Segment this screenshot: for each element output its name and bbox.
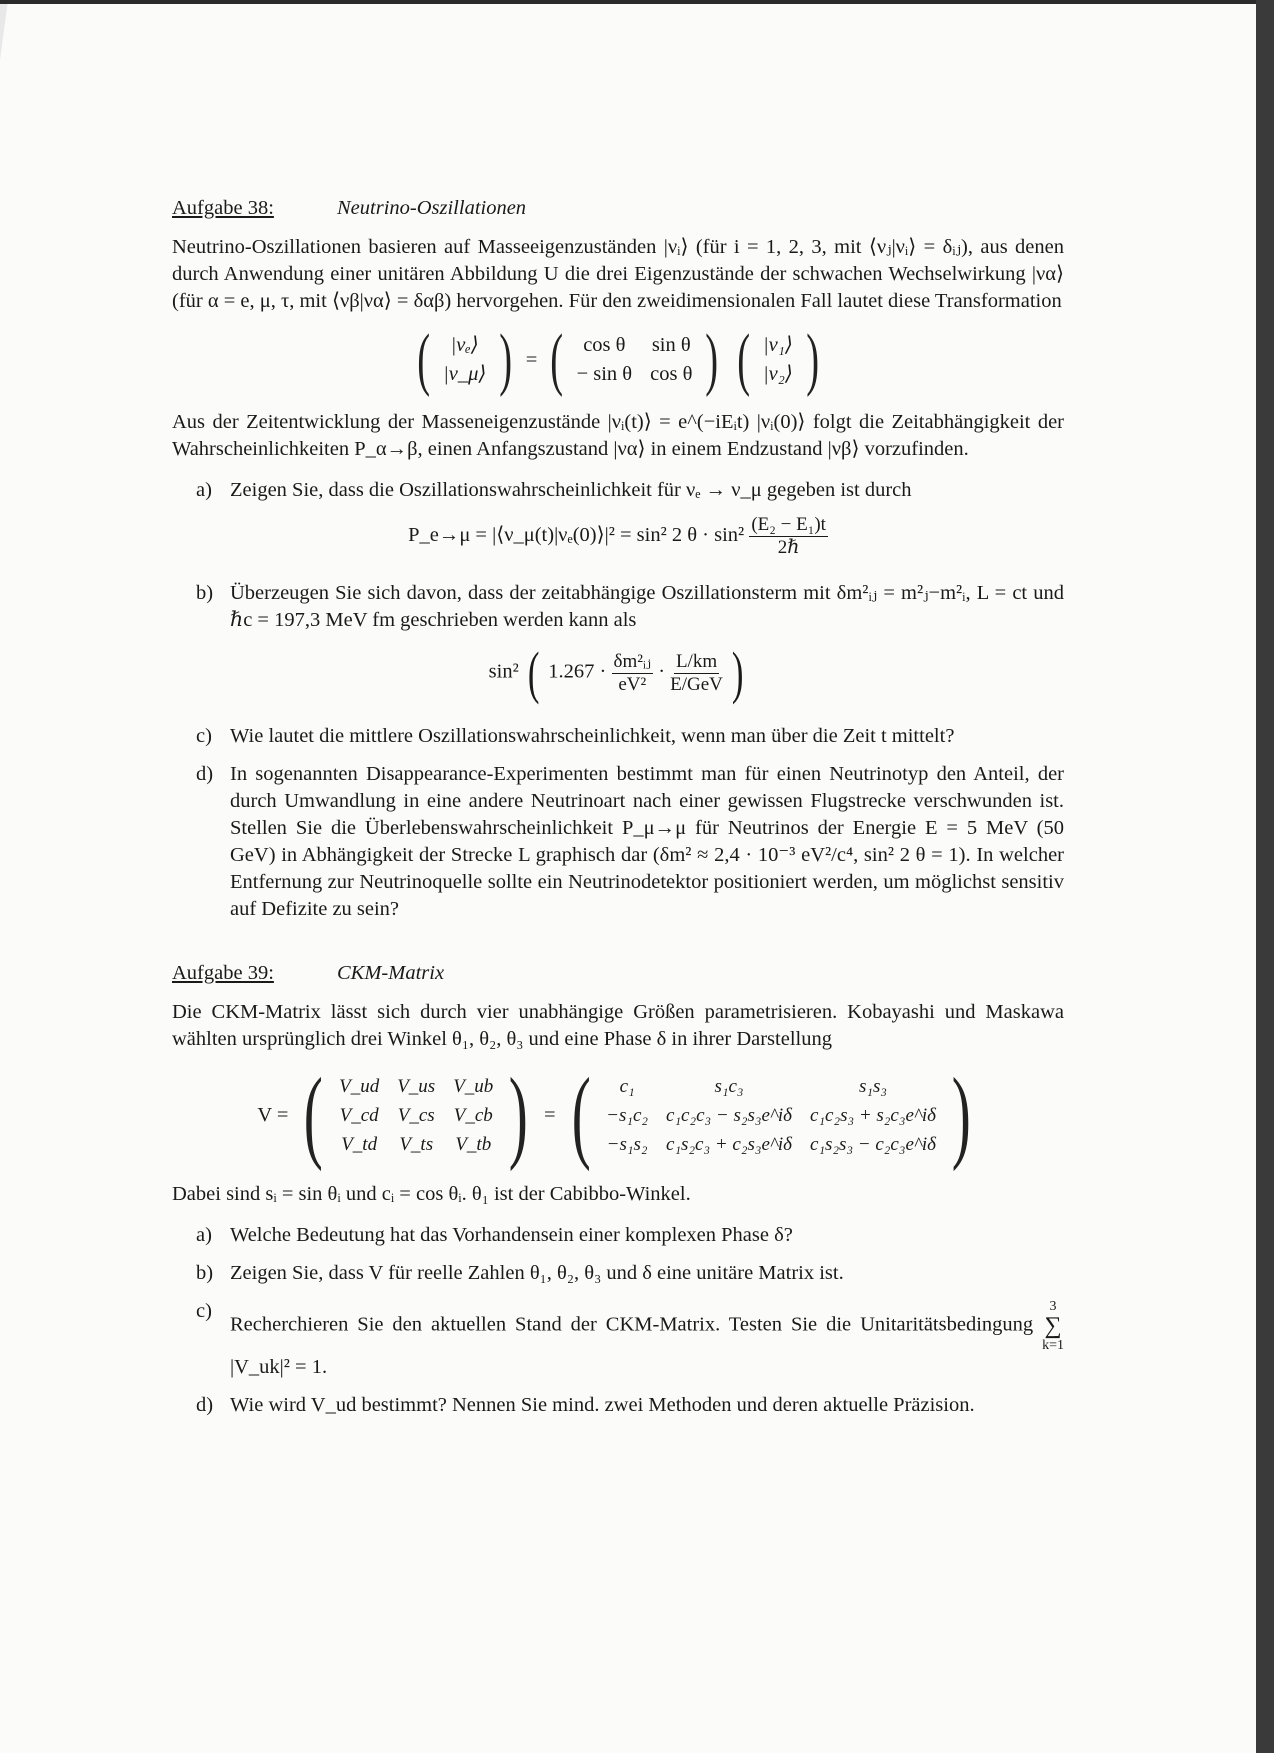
ckm-matrix-equation: V = ( V_ud V_us V_ub V_cd V_cs V_cb V_td V_ts V_tb ) = ( c₁ s₁c₃ s₁s₃ −s₁c₂ c₁c₂c₃ − s₂s₃e^iδ c₁c₂s₃ + s₂c₃e^iδ −s₁s₂ c₁s₂c₃ + c₂s₃e^iδ c₁s₂s₃ − c₂c₃e^iδ ) [257,1057,971,1172]
task39-subtasks [172,1222,1064,1419]
transformation-equation: ( |νₑ⟩ |ν_μ⟩ ) = ( cos θ sin θ − sin θ cos θ ) ( |ν₁⟩ |ν₂⟩ ) [417,321,819,398]
task39-item-d: d) Wie wird V_ud bestimmt? Nennen Sie mind. zwei Methoden und deren aktuelle Präzision. [196,1394,975,1416]
rotation-matrix: cos θ sin θ − sin θ cos θ [576,334,693,385]
document-body [172,195,1064,1430]
task38-item-c: c) Wie lautet die mittlere Oszillationswahrscheinlichkeit, wenn man über die Zeit t mittelt? [196,725,955,747]
ckm-parametrization-matrix: c₁ s₁c₃ s₁s₃ −s₁c₂ c₁c₂c₃ − s₂s₃e^iδ c₁c₂s₃ + s₂c₃e^iδ −s₁s₂ c₁s₂c₃ + c₂s₃e^iδ c₁s₂s₃ − c₂c₃e^iδ [606,1075,937,1155]
task38-item-b: b) Überzeugen Sie sich davon, dass der zeitabhängige Oszillationsterm mit δm²ᵢⱼ = m²ⱼ−m²ᵢ, L = ct und ℏc = 197,3 MeV fm geschrieben werden kann als sin² ( 1.267 · $\frac{\text{δm²ᵢⱼ}}{\text{eV²}}$ · $\frac{L/km}{\text{E/GeV}}$ ) [172,580,1064,712]
summation-symbol: 3 ∑ k=1 [1042,1299,1064,1353]
folded-corner [0,0,8,60]
scan-edge-right [1256,0,1274,1753]
task39-item-b: b) Zeigen Sie, dass V für reelle Zahlen θ₁, θ₂, θ₃ und δ eine unitäre Matrix ist. [196,1262,844,1284]
task38-item-d: d) In sogenannten Disappearance-Experimenten bestimmt man für einen Neutrinotyp den Anteil, der durch Umwandlung in eine andere Neutrinoart nach einer gewissen Flugstrecke verschwunden ist. Stellen Sie die Überlebenswahrscheinlichkeit P_μ→μ für Neutrinos der Energie E = 5 MeV (50 GeV) in Abhängigkeit der Strecke L graphisch dar (δm² ≈ 2,4 · 10⁻³ eV²/c⁴, sin² 2 θ = 1). In welcher Entfernung zur Neutrinoquelle sollte ein Neutrinodetektor positioniert werden, um möglichst sensitiv auf Defizite zu sein? [196,763,1064,920]
task38-label: Aufgabe 38: [172,197,274,219]
task39-item-a: a) Welche Bedeutung hat das Vorhandensein einer komplexen Phase δ? [196,1224,793,1246]
task38-time-evolution: Aus der Zeitentwicklung der Masseneigenzustände |νᵢ(t)⟩ = e^(−iEᵢt) |νᵢ(0)⟩ folgt die Zeitabhängigkeit der Wahrscheinlichkeiten P_α→β, einen Anfangszustand |να⟩ in einem Endzustand |νβ⟩ vorzufinden. [172,411,1064,460]
task39-label: Aufgabe 39: [172,962,274,984]
task39-definitions: Dabei sind sᵢ = sin θᵢ und cᵢ = cos θᵢ. θ₁ ist der Cabibbo-Winkel. [172,1183,691,1205]
task38-subtasks [172,477,1064,923]
task38-intro: Neutrino-Oszillationen basieren auf Masseeigenzuständen |νᵢ⟩ (für i = 1, 2, 3, mit ⟨νⱼ|νᵢ⟩ = δᵢⱼ), aus denen durch Anwendung einer unitären Abbildung U die drei Eigenzustände der schwachen Wechselwirkung |να⟩ (für α = e, μ, τ, mit ⟨νβ|να⟩ = δαβ) hervorgehen. Für den zweidimensionalen Fall lautet diese Transformation [172,236,1064,312]
ckm-element-matrix: V_ud V_us V_ub V_cd V_cs V_cb V_td V_ts V_tb [339,1075,494,1155]
task39-heading [172,960,1064,987]
task38-heading [172,195,1064,222]
scan-edge-top [0,0,1274,4]
task38-title: Neutrino-Oszillationen [337,197,527,219]
oscillation-probability-equation: P_e→μ = |⟨ν_μ(t)|νₑ(0)⟩|² = sin² 2 θ · sin² $\frac{\text{(E₂ − E₁)t}}{\text{2ℏ}}$ [408,514,826,558]
task39-title: CKM-Matrix [337,962,445,984]
oscillation-term-equation: sin² ( 1.267 · $\frac{\text{δm²ᵢⱼ}}{\text{eV²}}$ · $\frac{L/km}{\text{E/GeV}}$ ) [488,640,744,705]
flavor-state-vector: |νₑ⟩ |ν_μ⟩ [443,334,487,385]
mass-state-vector: |ν₁⟩ |ν₂⟩ [763,334,793,385]
task38-item-a: a) Zeigen Sie, dass die Oszillationswahrscheinlichkeit für νₑ → ν_μ gegeben ist durch P_e→μ = |⟨ν_μ(t)|νₑ(0)⟩|² = sin² 2 θ · sin² $\frac{\text{(E₂ − E₁)t}}{\text{2ℏ}}$ [172,477,1064,569]
task39-item-c: c) Recherchieren Sie den aktuellen Stand der CKM-Matrix. Testen Sie die Unitaritätsbedingung 3 ∑ k=1 |V_uk|² = 1. [196,1299,1064,1378]
task39-intro: Die CKM-Matrix lässt sich durch vier unabhängige Größen parametrisieren. Kobayashi und Maskawa wählten ursprünglich drei Winkel θ₁, θ₂, θ₃ und eine Phase δ in ihrer Darstellung [172,1001,1064,1050]
